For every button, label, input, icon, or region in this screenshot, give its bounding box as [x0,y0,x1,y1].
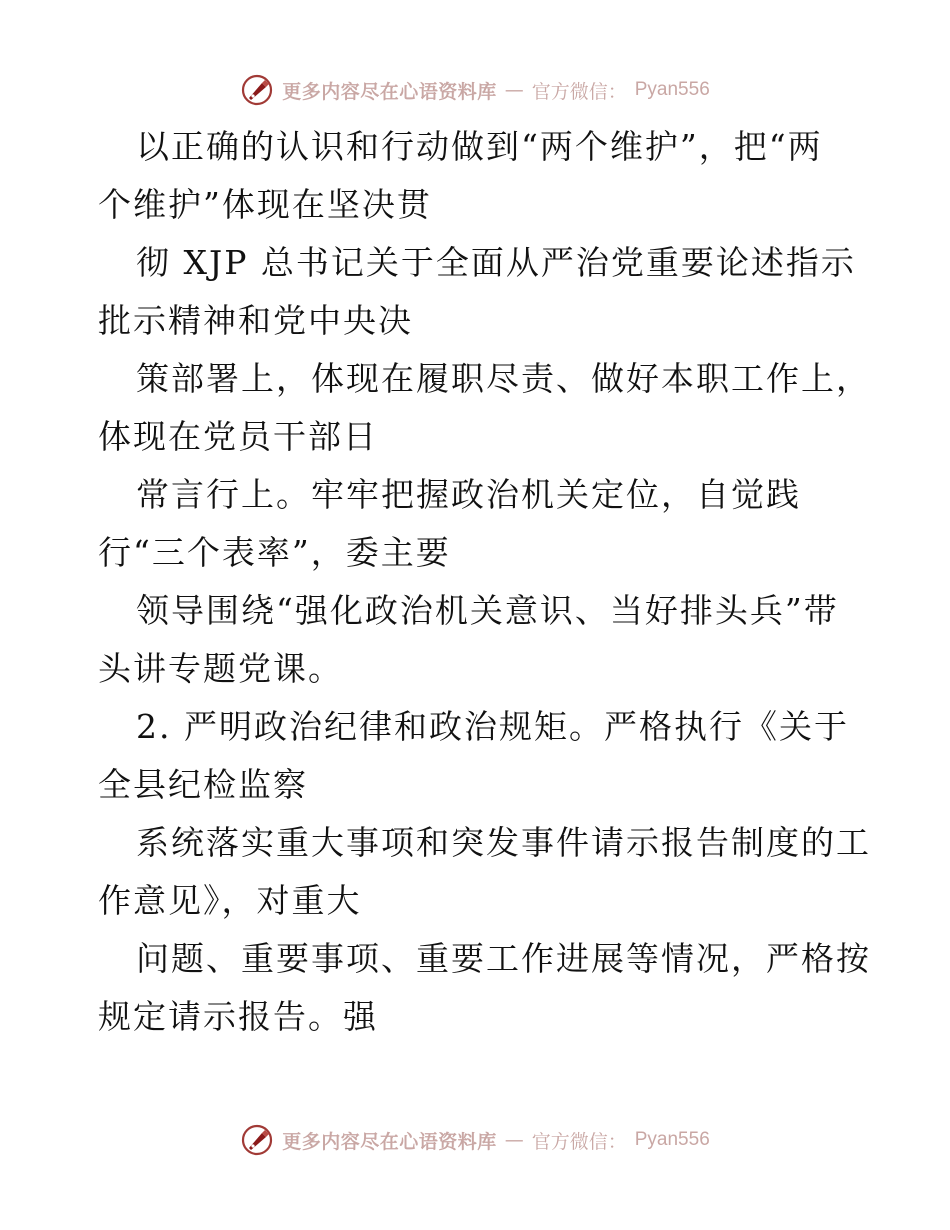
paragraph-line: 行“三个表率”，委主要 [98,533,451,572]
banner-separator: — [504,79,524,101]
paragraph-line: 问题、重要事项、重要工作进展等情况，严格按 [136,939,871,978]
paragraph [98,698,858,814]
paragraph-line: 策部署上，体现在履职尽责、做好本职工作上， [136,359,871,398]
paragraph [98,930,871,1046]
paragraph-line: 2. 严明政治纪律和政治规矩。严格执行《关于 [136,707,849,746]
paragraph-line: 常言行上。牢牢把握政治机关定位，自觉践 [136,475,801,514]
paragraph [98,466,858,582]
paragraph-line: 规定请示报告。强 [98,997,378,1036]
paragraph-line: 全县纪检监察 [98,765,308,804]
paragraph-line: 领导围绕“强化政治机关意识、当好排头兵”带 [136,591,839,630]
banner-slogan: 更多内容尽在心语资料库 [282,80,497,103]
banner-slogan: 更多内容尽在心语资料库 [282,1130,497,1153]
pen-nib-logo-icon [240,73,274,107]
paragraph [98,350,871,466]
pen-nib-logo-icon [240,1123,274,1157]
header-watermark-banner [0,70,950,110]
banner-wechat-label: 官方微信： [531,80,627,103]
paragraph [98,582,858,698]
document-body [98,118,871,1046]
paragraph-line: 批示精神和党中央决 [98,301,413,340]
paragraph-line: 系统落实重大事项和突发事件请示报告制度的工 [136,823,871,862]
paragraph-line: 头讲专题党课。 [98,649,343,688]
banner-separator: — [504,1129,524,1151]
paragraph [98,118,858,234]
paragraph [98,234,858,350]
paragraph-line: 作意见》，对重大 [98,881,362,920]
footer-watermark-banner [0,1120,950,1160]
paragraph-line: 个维护”体现在坚决贯 [98,185,432,224]
banner-wechat-id: Pyan556 [634,1129,710,1150]
banner-wechat-label: 官方微信： [531,1130,627,1153]
paragraph-line: 体现在党员干部日 [98,417,378,456]
paragraph-line: 以正确的认识和行动做到“两个维护”，把“两 [136,127,823,166]
paragraph [98,814,871,930]
banner-wechat-id: Pyan556 [634,79,710,100]
paragraph-line: 彻 XJP 总书记关于全面从严治党重要论述指示 [136,243,856,282]
